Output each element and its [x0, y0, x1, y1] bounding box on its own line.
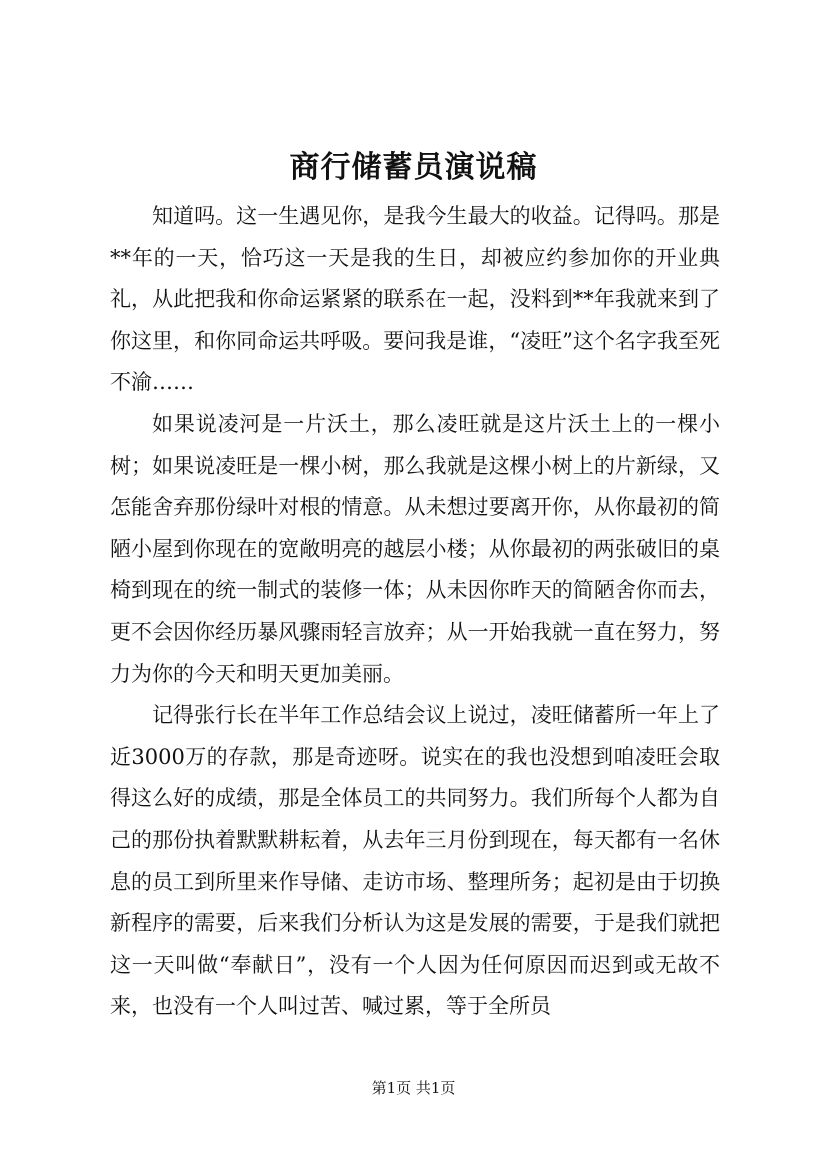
- page-title: 商行储蓄员演说稿: [289, 150, 538, 185]
- document-body: [110, 196, 720, 1028]
- paragraph: 如果说凌河是一片沃土，那么凌旺就是这片沃土上的一棵小树；如果说凌旺是一棵小树，那么我就是这棵小树上的片新绿，又怎能舍弃那份绿叶对根的情意。从未想过要离开你，从你最初的简陋小屋到你现在的宽敞明亮的越层小楼；从你最初的两张破旧的桌椅到现在的统一制式的装修一体；从未因你昨天的简陋舍你而去，更不会因你经历暴风骤雨轻言放弃；从一开始我就一直在努力，努力为你的今天和明天更加美丽。: [110, 411, 720, 686]
- paragraph: 记得张行长在半年工作总结会议上说过，凌旺储蓄所一年上了近3000万的存款，那是奇迹呀。说实在的我也没想到咱凌旺会取得这么好的成绩，那是全体员工的共同努力。我们所每个人都为自己的那份执着默默耕耘着，从去年三月份到现在，每天都有一名休息的员工到所里来作导储、走访市场、整理所务；起初是由于切换新程序的需要，后来我们分析认为这是发展的需要，于是我们就把这一天叫做“奉献日”，没有一个人因为任何原因而迟到或无故不来，也没有一个人叫过苦、喊过累，等于全所员: [110, 703, 720, 1019]
- page-footer: 第1页 共1页: [371, 1079, 456, 1097]
- paragraph: 知道吗。这一生遇见你，是我今生最大的收益。记得吗。那是**年的一天，恰巧这一天是我的生日，却被应约参加你的开业典礼，从此把我和你命运紧紧的联系在一起，没料到**年我就来到了你这里，和你同命运共呼吸。要问我是谁，“凌旺”这个名字我至死不渝……: [110, 204, 720, 395]
